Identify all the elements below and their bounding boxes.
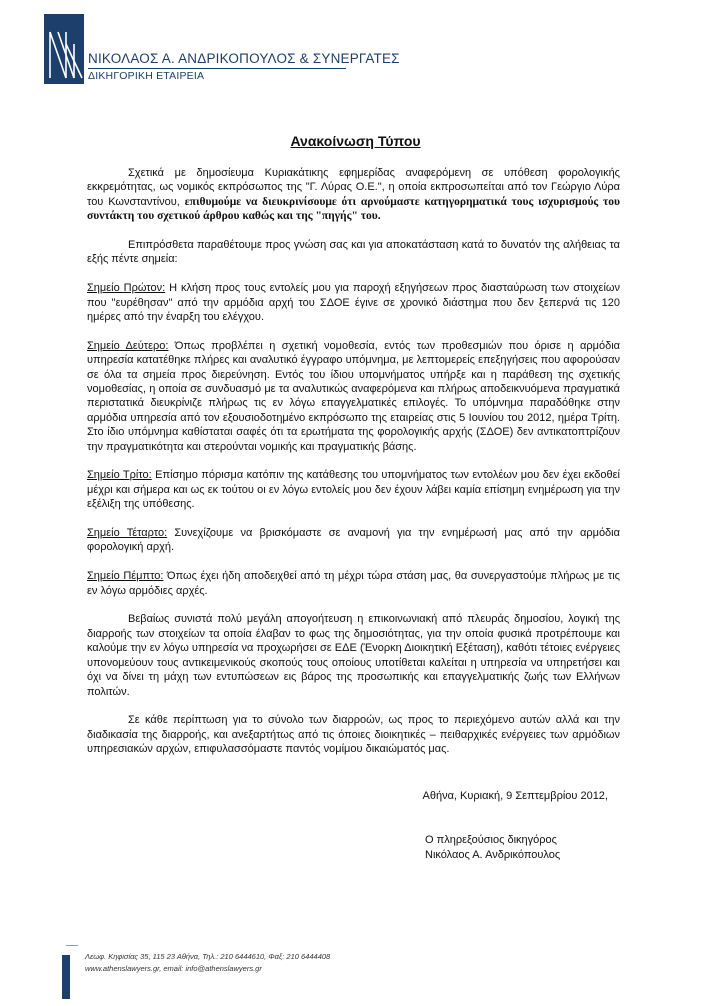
document-title: Ανακοίνωση Τύπου	[290, 133, 421, 149]
point-4-label: Σημείο Τέταρτο:	[87, 527, 168, 540]
point-2-label: Σημείο Δεύτερο:	[87, 339, 169, 352]
point-4-text: Συνεχίζουμε να βρισκόμαστε σε αναμονή για την ενημέρωσή μας από την αρμόδια φορολογική αρχή.	[87, 527, 620, 554]
firm-type: ΔΙΚΗΓΟΡΙΚΗ ΕΤΑΙΡΕΙΑ	[88, 70, 205, 82]
point-5	[87, 569, 620, 598]
footer-accent-bar	[62, 955, 70, 999]
signature-role: Ο πληρεξούσιος δικηγόρος	[425, 834, 557, 846]
point-5-label: Σημείο Πέμπτο:	[87, 570, 164, 583]
point-1-text: Η κλήση προς τους εντολείς μου για παροχή εξηγήσεων προς διασταύρωση των στοιχείων που "ευρέθησαν" από την αρμόδια αρχή του ΣΔΟΕ έγινε σε χρονικό διάστημα που δεν ξεπερνά τις 120 ημέρες από την έναρξη του ελέγχου.	[87, 282, 620, 324]
letterhead	[44, 14, 400, 86]
point-3	[87, 468, 620, 511]
point-1	[87, 281, 620, 324]
footer-address: Λεωφ. Κηφισίας 35, 115 23 Αθήνα, Τηλ.: 210 6444610, Φαξ: 210 6444408	[85, 952, 331, 961]
certainly-paragraph: Βεβαίως συνιστά πολύ μεγάλη απογοήτευση η επικοινωνιακή από πλευράς δημοσίου, λογική της διαρροής των στοιχείων τα οποία έλαβαν το φως της δημοσιότητας, για την οποία φυσικά προτρέπουμε και καλούμε την εν λόγω υπηρεσία να προχωρήσει σε ΕΔΕ (Ένορκη Διοικητική Εξέταση), καθότι τέτοιες ενέργειες υπονομεύουν τους αντικειμενικούς σκοπούς τους οποίους υποτίθεται καλείται η υπηρεσία να υπηρετήσει και όχι να δίνει τη μάχη των εντυπώσεων εις βάρος της προσωπικής και επαγγελματικής ζωής των Ελλήνων πολιτών.	[87, 613, 620, 698]
firm-name: ΝΙΚΟΛΑΟΣ Α. ΑΝΔΡΙΚΟΠΟΥΛΟΣ & ΣΥΝΕΡΓΑΤΕΣ	[88, 51, 400, 66]
in-any-case-paragraph: Σε κάθε περίπτωση για το σύνολο των διαρροών, ως προς το περιεχόμενο αυτών αλλά και την διαδικασία της διαρροής, και ανεξαρτήτως από τις όποιες διοικητικές – πειθαρχικές ενέργειες των αρμόδιων υπηρεσιακών αρχών, επιφυλασσόμαστε παντός νομίμου δικαιώματός μας.	[87, 714, 620, 756]
firm-monogram-logo	[44, 14, 84, 84]
signature-block	[425, 833, 560, 863]
dateline: Αθήνα, Κυριακή, 9 Σεπτεμβρίου 2012,	[422, 790, 608, 802]
signature-name: Νικόλαος Α. Ανδρικόπουλος	[425, 849, 561, 861]
document-body	[87, 166, 620, 757]
footer-corner-mark	[66, 934, 78, 946]
point-1-label: Σημείο Πρώτον:	[87, 282, 166, 295]
footer-contact	[85, 951, 330, 974]
point-3-text: Επίσημο πόρισμα κατόπιν της κατάθεσης του υπομνήματος των εντολέων μου δεν έχει εκδοθεί μέχρι και σήμερα και ως εκ τούτου οι εν λόγω εντολείς μου δεν έχουν λάβει καμία επίσημη ενημέρωση για την εξέλιξη της υπόθεσης.	[87, 469, 620, 511]
additional-paragraph: Επιπρόσθετα παραθέτουμε προς γνώση σας και για αποκατάσταση κατά το δυνατόν της αλήθειας τα εξής πέντε σημεία:	[87, 239, 620, 266]
footer-web-email: www.athenslawyers.gr, email: info@athenslawyers.gr	[85, 963, 262, 973]
intro-emphasis: επιθυμούμε να διευκρινίσουμε ότι αρνούμαστε κατηγορηματικά τους ισχυρισμούς του συντάκτη του σχετικού άρθρου καθώς και της "πηγής" του.	[87, 195, 620, 223]
point-5-text: Όπως έχει ήδη αποδειχθεί από τη μέχρι τώρα στάση μας, θα συνεργαστούμε πλήρως με τις εν λόγω αρμόδιες αρχές.	[87, 570, 620, 597]
intro-text: Σχετικά με δημοσίευμα Κυριακάτικης εφημερίδας αναφερόμενη σε υπόθεση φορολογικής εκκρεμότητας, ως νομικός εκπρόσωπος της "Γ. Λύρας Ο.Ε.", η οποία εκπροσωπείται από τον Γεώργιο Λύρα του Κωνσταντίνου,	[87, 167, 620, 208]
point-4	[87, 526, 620, 555]
point-2	[87, 339, 620, 454]
point-2-text: Όπως προβλέπει η σχετική νομοθεσία, εντός των προθεσμιών που όρισε η αρμόδια υπηρεσία κατατέθηκε πλήρες και αναλυτικό έγγραφο υπόμνημα, με λεπτομερείς επεξηγήσεις που αφορούσαν σε όλα τα σημεία προς διερεύνηση. Εντός του ίδιου υπομνήματος υπήρξε και η παράθεση της σχετικής νομοθεσίας, η οποία σε συνδυασμό με τα αναλυτικώς αναφερόμενα και πλήρως αποδεικνυόμενα πραγματικά περιστατικά διευκρίνιζε πλήρως τις εν λόγω επαγγελματικές επιλογές. Το υπόμνημα παραδόθηκε στην αρμόδια υπηρεσία από τον εξουσιοδοτημένο εκπρόσωπο της εταιρείας στις 5 Ιουνίου του 2012, ημέρα Τρίτη. Στο ίδιο υπόμνημα καθίσταται σαφές ότι τα ερωτήματα της φορολογικής αρχής (ΣΔΟΕ) δεν αντικατοπτρίζουν την πραγματικότητα και στερούνται νομικής και πραγματικής βάσης.	[87, 339, 620, 453]
letterhead-divider	[88, 68, 346, 69]
intro-paragraph	[87, 166, 620, 224]
point-3-label: Σημείο Τρίτο:	[87, 469, 152, 482]
